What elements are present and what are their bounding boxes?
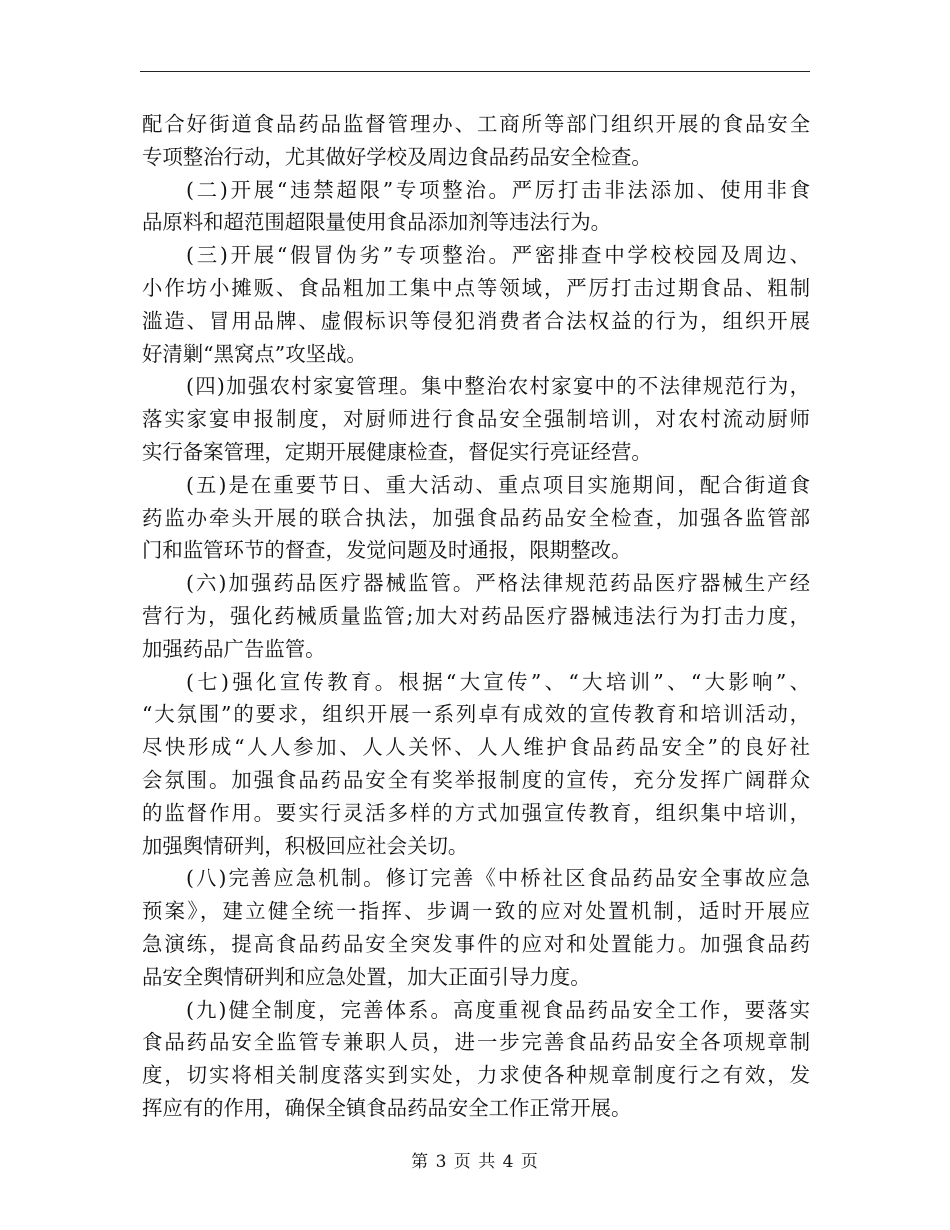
- header-rule: [140, 71, 810, 72]
- text-line: 门和监管环节的督查，发觉问题及时通报，限期整改。: [142, 538, 632, 563]
- text-line: 专项整治行动，尤其做好学校及周边食品药品安全检查。: [142, 144, 652, 169]
- text-line: 加强药品广告监管。: [142, 636, 326, 661]
- text-line: (五)是在重要节日、重大活动、重点项目实施期间，配合街道食: [186, 472, 810, 497]
- text-line: (八)完善应急机制。修订完善《中桥社区食品药品安全事故应急: [186, 866, 810, 891]
- page-footer: 第 3 页 共 4 页: [411, 1152, 539, 1172]
- text-line: 品安全舆情研判和应急处置，加大正面引导力度。: [142, 964, 591, 989]
- text-line: 药监办牵头开展的联合执法，加强食品药品安全检查，加强各监管部: [142, 505, 810, 530]
- text-line: 配合好街道食品药品监督管理办、工商所等部门组织开展的食品安全: [142, 112, 810, 136]
- text-line: 营行为，强化药械质量监管;加大对药品医疗器械违法行为打击力度，: [142, 603, 810, 628]
- text-line: 度，切实将相关制度落实到实处，力求使各种规章制度行之有效，发: [142, 1063, 810, 1088]
- text-line: (四)加强农村家宴管理。集中整治农村家宴中的不法律规范行为，: [186, 374, 810, 399]
- text-line: 小作坊小摊贩、食品粗加工集中点等领域，严厉打击过期食品、粗制: [142, 275, 810, 300]
- text-line: (二)开展“违禁超限”专项整治。严厉打击非法添加、使用非食: [186, 177, 810, 202]
- text-line: 加强舆情研判，积极回应社会关切。: [142, 833, 469, 858]
- text-line: (六)加强药品医疗器械监管。严格法律规范药品医疗器械生产经: [186, 571, 810, 596]
- text-line: 急演练，提高食品药品安全突发事件的应对和处置能力。加强食品药: [142, 931, 810, 956]
- text-line: 滥造、冒用品牌、虚假标识等侵犯消费者合法权益的行为，组织开展: [142, 308, 810, 333]
- text-line: (三)开展“假冒伪劣”专项整治。严密排查中学校校园及周边、: [186, 243, 810, 268]
- text-line: 挥应有的作用，确保全镇食品药品安全工作正常开展。: [142, 1095, 632, 1120]
- text-line: 品原料和超范围超限量使用食品添加剂等违法行为。: [142, 210, 611, 235]
- text-line: 会氛围。加强食品药品安全有奖举报制度的宣传，充分发挥广阔群众: [142, 767, 810, 792]
- document-body: [142, 108, 810, 1125]
- text-line: 的监督作用。要实行灵活多样的方式加强宣传教育，组织集中培训，: [142, 800, 810, 825]
- text-line: 食品药品安全监管专兼职人员，进一步完善食品药品安全各项规章制: [142, 1030, 810, 1055]
- text-line: 落实家宴申报制度，对厨师进行食品安全强制培训，对农村流动厨师: [142, 407, 810, 432]
- text-line: “大氛围”的要求，组织开展一系列卓有成效的宣传教育和培训活动，: [142, 702, 810, 727]
- text-line: 预案》，建立健全统一指挥、步调一致的应对处置机制，适时开展应: [142, 899, 810, 924]
- text-line: 好清剿“黑窝点”攻坚战。: [142, 341, 367, 366]
- text-line: (七)强化宣传教育。根据“大宣传”、“大培训”、“大影响”、: [186, 669, 810, 694]
- text-line: (九)健全制度，完善体系。高度重视食品药品安全工作，要落实: [186, 997, 810, 1022]
- text-line: 尽快形成“人人参加、人人关怀、人人维护食品药品安全”的良好社: [142, 735, 810, 760]
- text-line: 实行备案管理，定期开展健康检查，督促实行亮证经营。: [142, 439, 652, 464]
